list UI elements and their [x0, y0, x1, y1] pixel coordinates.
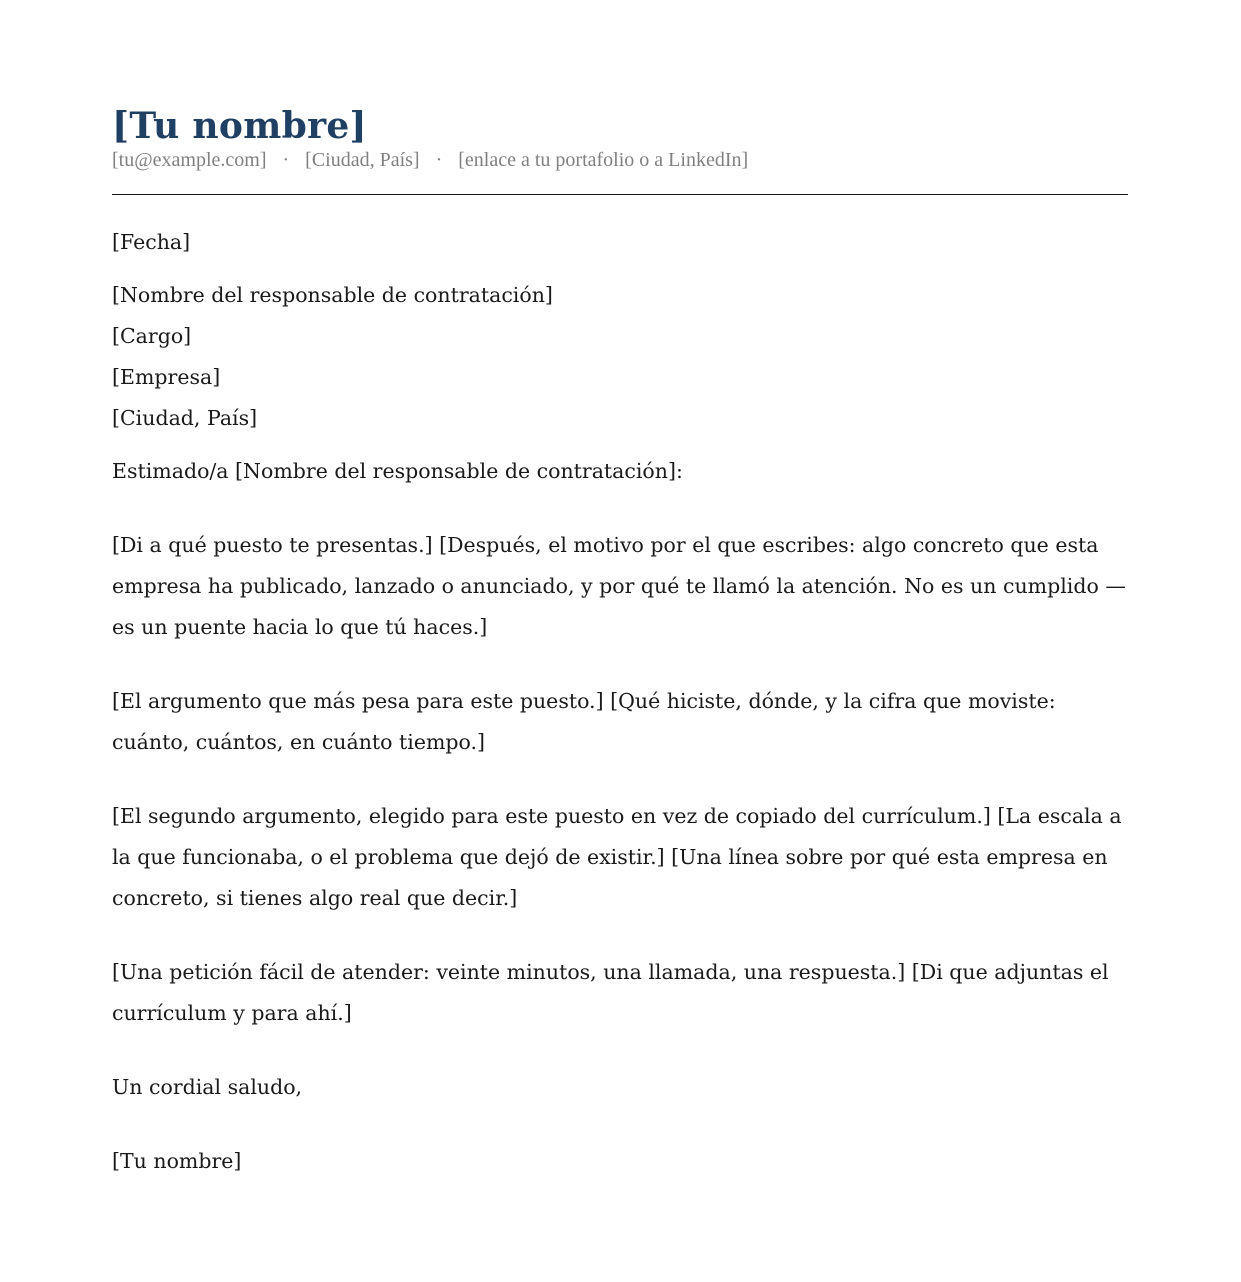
signature: [Tu nombre] [112, 1149, 242, 1173]
recipient-title: [Cargo] [112, 324, 192, 348]
contact-location: [Ciudad, País] [305, 149, 420, 171]
recipient-name: [Nombre del responsable de contratación] [112, 283, 553, 307]
letter-header [112, 104, 1128, 172]
contact-link: [enlace a tu portafolio o a LinkedIn] [458, 149, 749, 171]
paragraph-2: [El argumento que más pesa para este puesto.] [Qué hiciste, dónde, y la cifra que moviste: cuánto, cuántos, en cuánto tiempo.] [112, 689, 1056, 754]
paragraph-4: [Una petición fácil de atender: veinte minutos, una llamada, una respuesta.] [Di que adjuntas el currículum y para ahí.] [112, 960, 1109, 1025]
contact-separator: · [435, 149, 443, 171]
paragraph-3: [El segundo argumento, elegido para este puesto en vez de copiado del currículum.] [La escala a la que funcionaba, o el problema que dejó de existir.] [Una línea sobre por qué esta empresa en concreto, si tienes algo real que decir.] [112, 804, 1122, 910]
recipient-city: [Ciudad, País] [112, 406, 258, 430]
salutation: Estimado/a [Nombre del responsable de contratación]: [112, 459, 683, 483]
letter-body [112, 222, 1128, 1182]
sender-name: [Tu nombre] [112, 105, 367, 147]
recipient-company: [Empresa] [112, 365, 221, 389]
contact-separator: · [282, 149, 290, 171]
letter-date: [Fecha] [112, 230, 191, 254]
paragraph-1: [Di a qué puesto te presentas.] [Después, el motivo por el que escribes: algo concreto que esta empresa ha publicado, lanzado o anunciado, y por qué te llamó la atención. No es un cumplido — es un puente hacia lo que tú haces.] [112, 533, 1126, 639]
closing: Un cordial saludo, [112, 1075, 303, 1099]
contact-line [112, 148, 1128, 172]
header-divider [112, 194, 1128, 195]
contact-email: [tu@example.com] [112, 149, 267, 171]
